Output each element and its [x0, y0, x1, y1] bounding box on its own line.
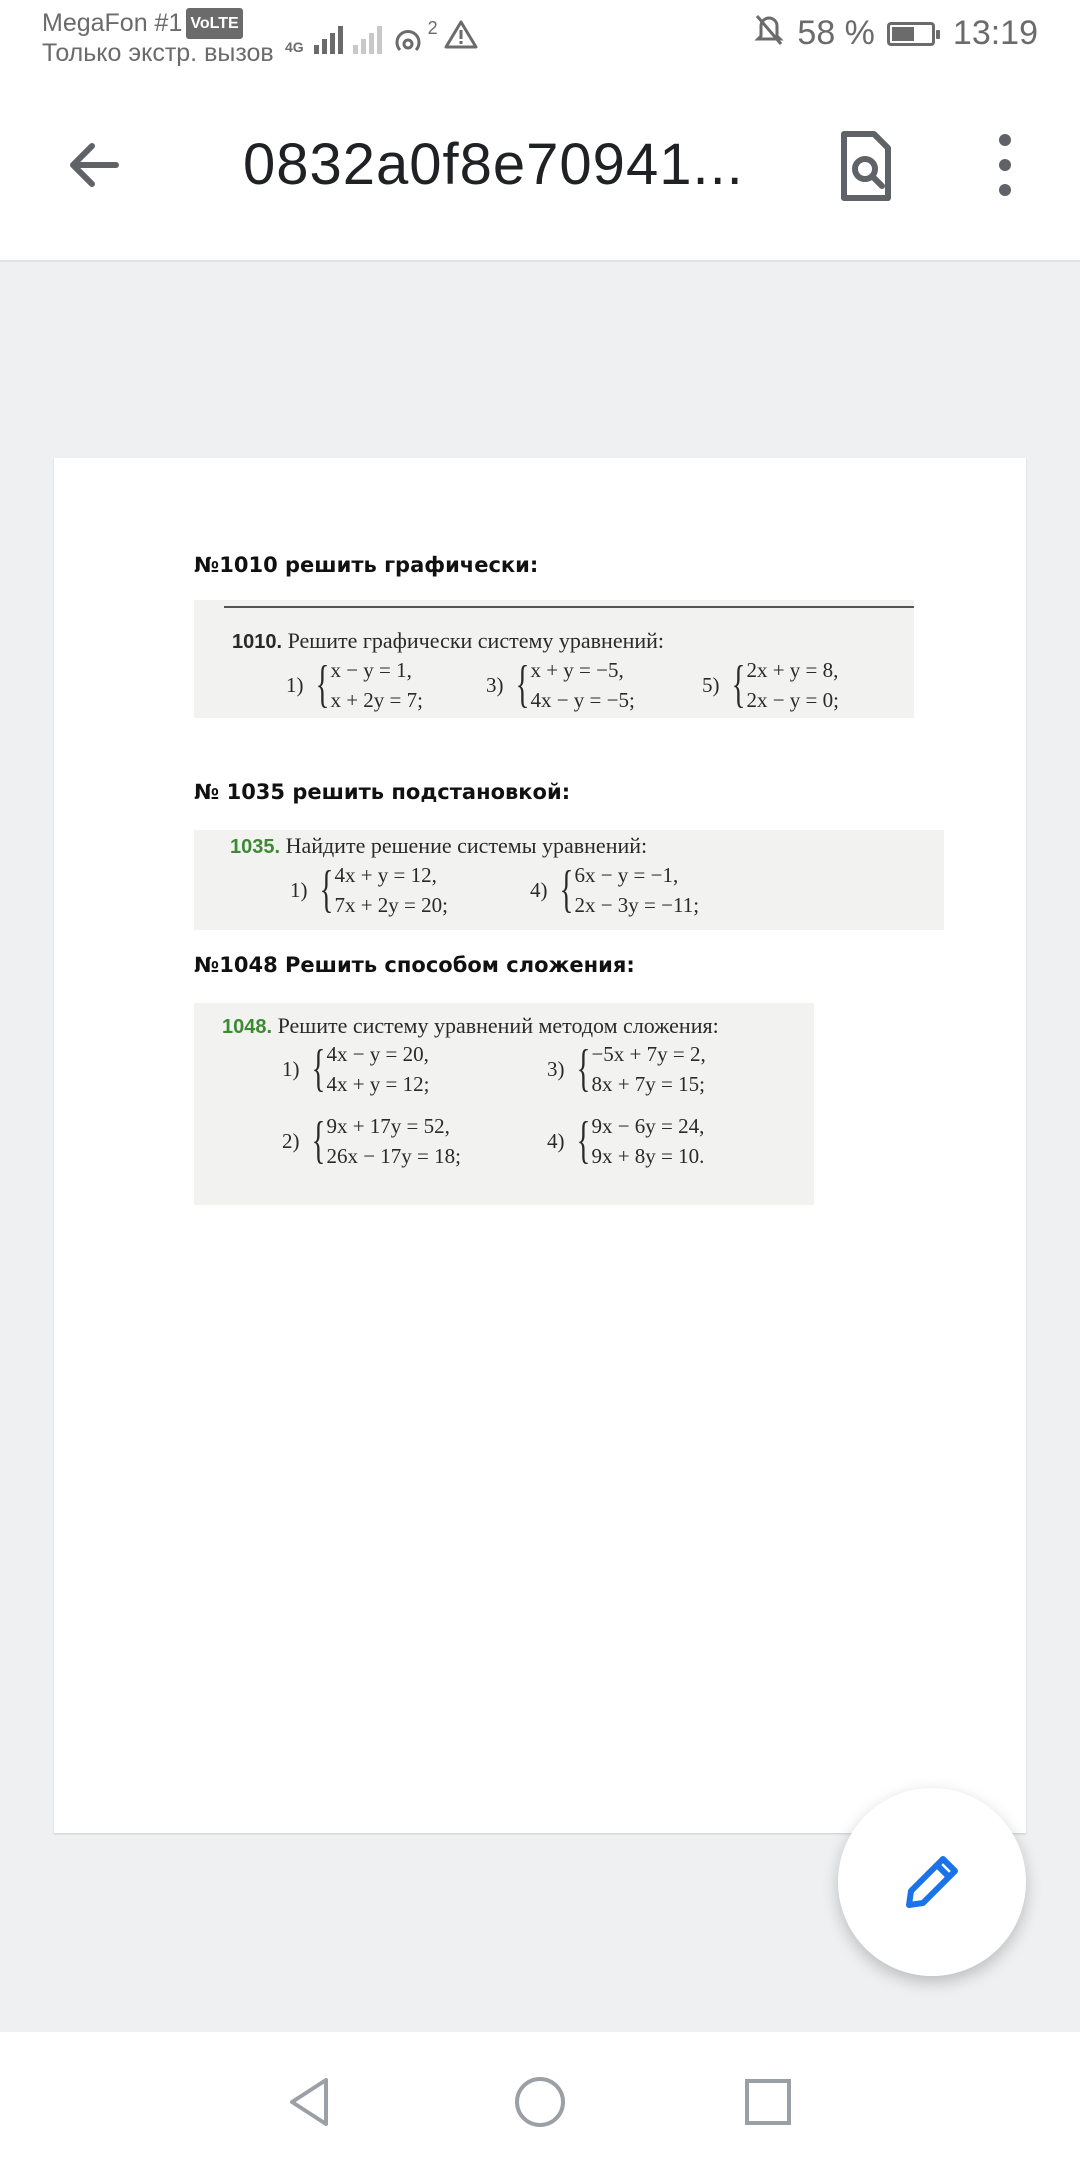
system-navigation-bar: [0, 2032, 1080, 2160]
equation: 7x + 2y = 20;: [334, 893, 448, 917]
document-title: 0832a0f8e70941...: [243, 132, 744, 197]
equation-system: 4) { 9x − 6y = 24, 9x + 8y = 10.: [547, 1112, 705, 1169]
equation: 4x − y = 20,: [326, 1042, 429, 1066]
section-heading-1010: №1010 решить графически:: [194, 553, 539, 577]
system-index: 1): [282, 1056, 300, 1081]
system-index: 4): [530, 877, 548, 902]
equation: 8x + 7y = 15;: [591, 1072, 705, 1096]
warning-icon: [444, 19, 478, 54]
equation-system: 2) { 9x + 17y = 52, 26x − 17y = 18;: [282, 1112, 461, 1169]
arrow-left-icon: [60, 130, 130, 200]
section-heading-1048: №1048 Решить способом сложения:: [194, 953, 635, 977]
exercise-number: 1035.: [230, 836, 281, 858]
signal-sim1-icon: [314, 26, 343, 54]
equation-system: 1) { x − y = 1, x + 2y = 7;: [286, 656, 423, 713]
system-index: 1): [286, 672, 304, 697]
equation-system: 3) { x + y = −5, 4x − y = −5;: [486, 656, 635, 713]
equation-system: 1) { 4x + y = 12, 7x + 2y = 20;: [290, 861, 448, 918]
document-page: [54, 458, 1026, 1833]
battery-icon: [887, 22, 935, 46]
square-recents-icon: [738, 2072, 798, 2132]
textbook-excerpt-1035: [194, 830, 944, 930]
equation: x + 2y = 7;: [330, 688, 423, 712]
carrier-info: [42, 8, 274, 68]
instruction-text: Решите графически систему уравнений:: [287, 628, 665, 653]
section-heading-1035: № 1035 решить подстановкой:: [194, 780, 571, 804]
nav-home-button[interactable]: [510, 2072, 570, 2132]
equation: x + y = −5,: [530, 658, 624, 682]
exercise-number: 1010.: [232, 631, 283, 653]
hotspot-count: 2: [427, 18, 438, 38]
equation: 26x − 17y = 18;: [326, 1144, 461, 1168]
exercise-instruction: [222, 1013, 719, 1039]
instruction-text: Найдите решение системы уравнений:: [285, 833, 648, 858]
find-in-document-button[interactable]: [830, 126, 900, 206]
system-status: [753, 12, 1038, 55]
equation: 9x + 17y = 52,: [326, 1114, 450, 1138]
signal-sim2-icon: [353, 26, 382, 54]
clock: 13:19: [952, 14, 1038, 52]
equation-system: 4) { 6x − y = −1, 2x − 3y = −11;: [530, 861, 700, 918]
pencil-icon: [897, 1847, 967, 1917]
exercise-instruction: [230, 833, 647, 859]
emergency-calls-text: Только экстр. вызов: [42, 39, 274, 67]
system-index: 1): [290, 877, 308, 902]
equation: −5x + 7y = 2,: [591, 1042, 706, 1066]
back-button[interactable]: [60, 130, 130, 200]
volte-badge: VoLTE: [186, 8, 242, 39]
instruction-text: Решите систему уравнений методом сложения:: [277, 1013, 719, 1038]
equation-system: 3) { −5x + 7y = 2, 8x + 7y = 15;: [547, 1040, 706, 1097]
equation-system: 5) { 2x + y = 8, 2x − y = 0;: [702, 656, 839, 713]
equation: 9x + 8y = 10.: [591, 1144, 705, 1168]
equation: 4x + y = 12,: [334, 863, 437, 887]
network-indicators: [285, 16, 478, 54]
textbook-excerpt-1010: [194, 600, 914, 718]
exercise-number: 1048.: [222, 1016, 273, 1038]
equation: 4x + y = 12;: [326, 1072, 430, 1096]
system-index: 2): [282, 1128, 300, 1153]
equation: 6x − y = −1,: [574, 863, 679, 887]
equation: 2x + y = 8,: [746, 658, 839, 682]
network-type-label: 4G: [285, 39, 304, 55]
hotspot-icon: [392, 18, 438, 54]
more-options-button[interactable]: [980, 130, 1030, 200]
equation: 2x − y = 0;: [746, 688, 839, 712]
exercise-instruction: [232, 628, 664, 654]
battery-percent: 58 %: [797, 14, 875, 52]
carrier-name: MegaFon #1: [42, 9, 183, 37]
textbook-excerpt-1048: [194, 1003, 814, 1205]
scan-divider: [224, 606, 914, 608]
equation: 4x − y = −5;: [530, 688, 635, 712]
app-bar: [0, 70, 1080, 262]
circle-home-icon: [510, 2072, 570, 2132]
equation: 9x − 6y = 24,: [591, 1114, 705, 1138]
notifications-off-icon: [753, 12, 785, 55]
status-bar: [0, 0, 1080, 70]
find-in-page-icon: [830, 126, 900, 206]
equation-system: 1) { 4x − y = 20, 4x + y = 12;: [282, 1040, 430, 1097]
system-index: 3): [486, 672, 504, 697]
more-vertical-icon: [980, 130, 1030, 200]
nav-back-button[interactable]: [280, 2072, 340, 2132]
system-index: 4): [547, 1128, 565, 1153]
system-index: 5): [702, 672, 720, 697]
edit-button[interactable]: [838, 1788, 1026, 1976]
equation: x − y = 1,: [330, 658, 412, 682]
system-index: 3): [547, 1056, 565, 1081]
nav-recents-button[interactable]: [738, 2072, 798, 2132]
triangle-back-icon: [280, 2072, 340, 2132]
equation: 2x − 3y = −11;: [574, 893, 700, 917]
